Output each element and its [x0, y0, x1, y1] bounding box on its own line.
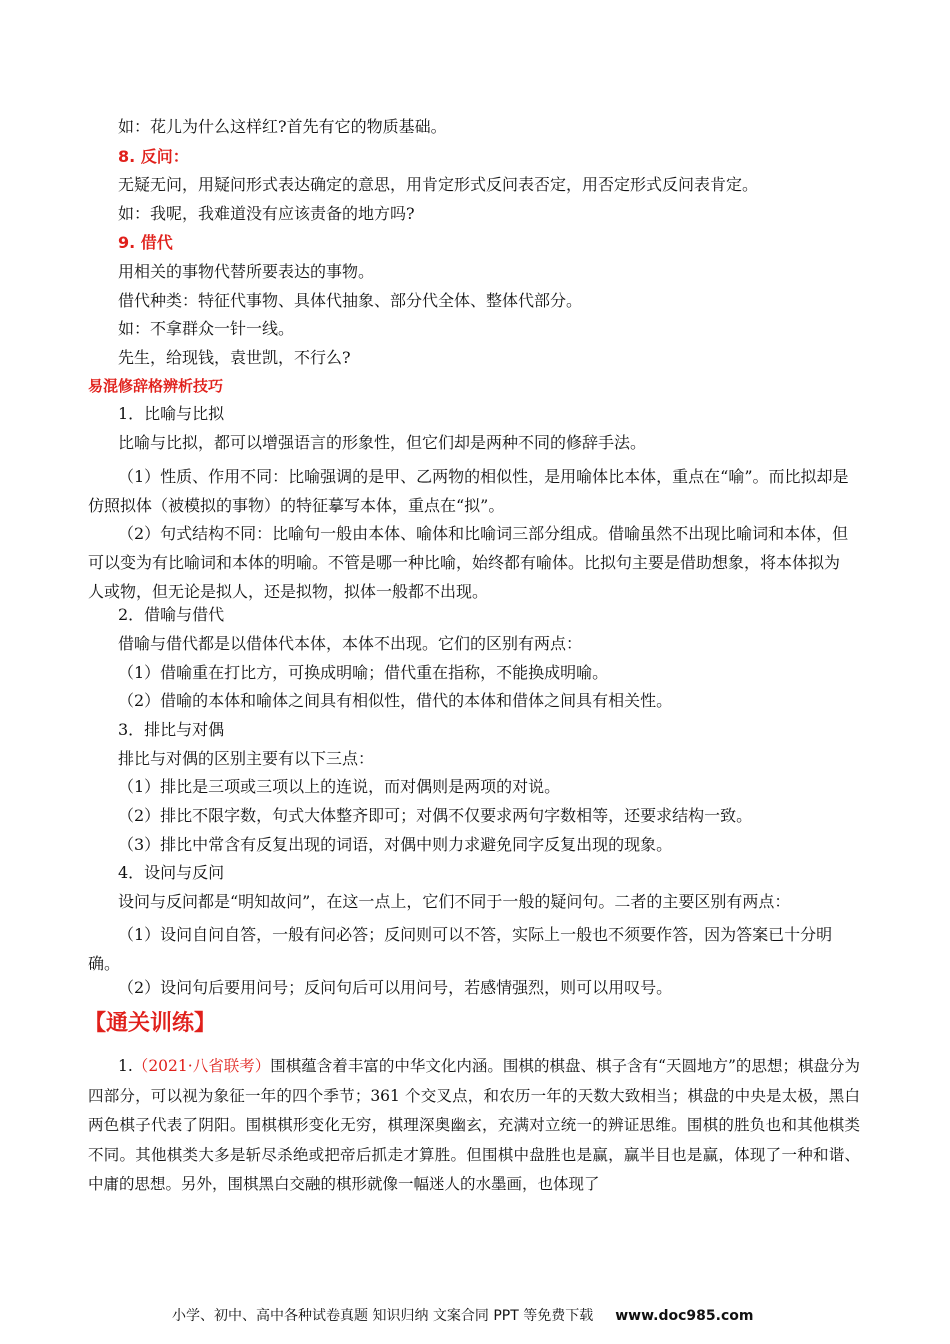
paragraph: 先生，给现钱，袁世凯，不行么?: [118, 348, 351, 367]
paragraph: （1）排比是三项或三项以上的连说，而对偶则是两项的对说。: [118, 777, 561, 796]
footer-text: 小学、初中、高中各种试卷真题 知识归纳 文案合同 PPT 等免费下载: [172, 1308, 594, 1324]
footer-url[interactable]: www.doc985.com: [615, 1308, 754, 1324]
subheading: 4．设问与反问: [118, 863, 225, 882]
paragraph: 如：我呢，我难道没有应该责备的地方吗?: [118, 204, 415, 223]
paragraph: 用相关的事物代替所要表达的事物。: [118, 262, 375, 281]
paragraph: （1）性质、作用不同：比喻强调的是甲、乙两物的相似性，是用喻体比本体，重点在“喻”。而比拟却是仿照拟体（被模拟的事物）的特征摹写本体，重点在“拟”。: [88, 467, 849, 515]
question-1: [88, 1052, 860, 1200]
paragraph: （1）借喻重在打比方，可换成明喻；借代重在指称，不能换成明喻。: [118, 663, 609, 682]
paragraph: 比喻与比拟，都可以增强语言的形象性，但它们却是两种不同的修辞手法。: [118, 433, 647, 452]
paragraph: （2）排比不限字数，句式大体整齐即可；对偶不仅要求两句字数相等，还要求结构一致。: [118, 806, 753, 825]
subheading: 2．借喻与借代: [118, 605, 225, 624]
paragraph: （3）排比中常含有反复出现的词语，对偶中则力求避免同字反复出现的现象。: [118, 835, 673, 854]
paragraph: 借喻与借代都是以借体代本体，本体不出现。它们的区别有两点：: [118, 634, 583, 653]
heading-rhetorical-question: 8. 反问：: [118, 147, 189, 166]
subheading: 3．排比与对偶: [118, 720, 225, 739]
heading-metonymy: 9. 借代: [118, 233, 173, 252]
subheading: 1．比喻与比拟: [118, 404, 225, 423]
practice-banner: 【通关训练】: [84, 1011, 217, 1036]
paragraph: 排比与对偶的区别主要有以下三点：: [118, 749, 375, 768]
paragraph: （2）借喻的本体和喻体之间具有相似性，借代的本体和借体之间具有相关性。: [118, 691, 673, 710]
question-text: 围棋蕴含着丰富的中华文化内涵。围棋的棋盘、棋子含有“天圆地方”的思想；棋盘分为四部分，可以视为象征一年的四个季节；361 个交叉点，和农历一年的天数大致相当；棋盘的中央是太极，黑白两色棋子代表了阴阳。围棋棋形变化无穷，棋理深奥幽玄，充满对立统一的辨证思维。围棋的胜负也和其他棋类不同。其他棋类大多是斩尽杀绝或把帝后抓走才算胜。但围棋中盘胜也是赢，赢半目也是赢，体现了一种和谐、中庸的思想。另外，围棋黑白交融的棋形就像一幅迷人的水墨画，也体现了: [88, 1057, 861, 1193]
paragraph: 无疑无问，用疑问形式表达确定的意思，用肯定形式反问表否定，用否定形式反问表肯定。: [118, 175, 759, 194]
paragraph: 如：花儿为什么这样红?首先有它的物质基础。: [118, 117, 447, 136]
paragraph: 如：不拿群众一针一线。: [118, 319, 295, 338]
paragraph: 借代种类：特征代事物、具体代抽象、部分代全体、整体代部分。: [118, 291, 583, 310]
paragraph: 设问与反问都是“明知故问”，在这一点上，它们不同于一般的疑问句。二者的主要区别有两点：: [118, 892, 791, 911]
section-heading: 易混修辞格辨析技巧: [88, 377, 224, 395]
question-source: （2021·八省联考）: [132, 1057, 271, 1075]
paragraph: （2）设问句后要用问号；反问句后可以用问号，若感情强烈，则可以用叹号。: [118, 978, 673, 997]
paragraph: （2）句式结构不同：比喻句一般由本体、喻体和比喻词三部分组成。借喻虽然不出现比喻词和本体，但可以变为有比喻词和本体的明喻。不管是哪一种比喻，始终都有喻体。比拟句主要是借助想象，将本体拟为人或物，但无论是拟人，还是拟物，拟体一般都不出现。: [88, 524, 849, 601]
paragraph: （1）设问自问自答，一般有问必答；反问则可以不答，实际上一般也不须要作答，因为答案已十分明确。: [88, 925, 833, 973]
footer: [172, 1307, 753, 1325]
question-number: 1.: [118, 1057, 133, 1075]
